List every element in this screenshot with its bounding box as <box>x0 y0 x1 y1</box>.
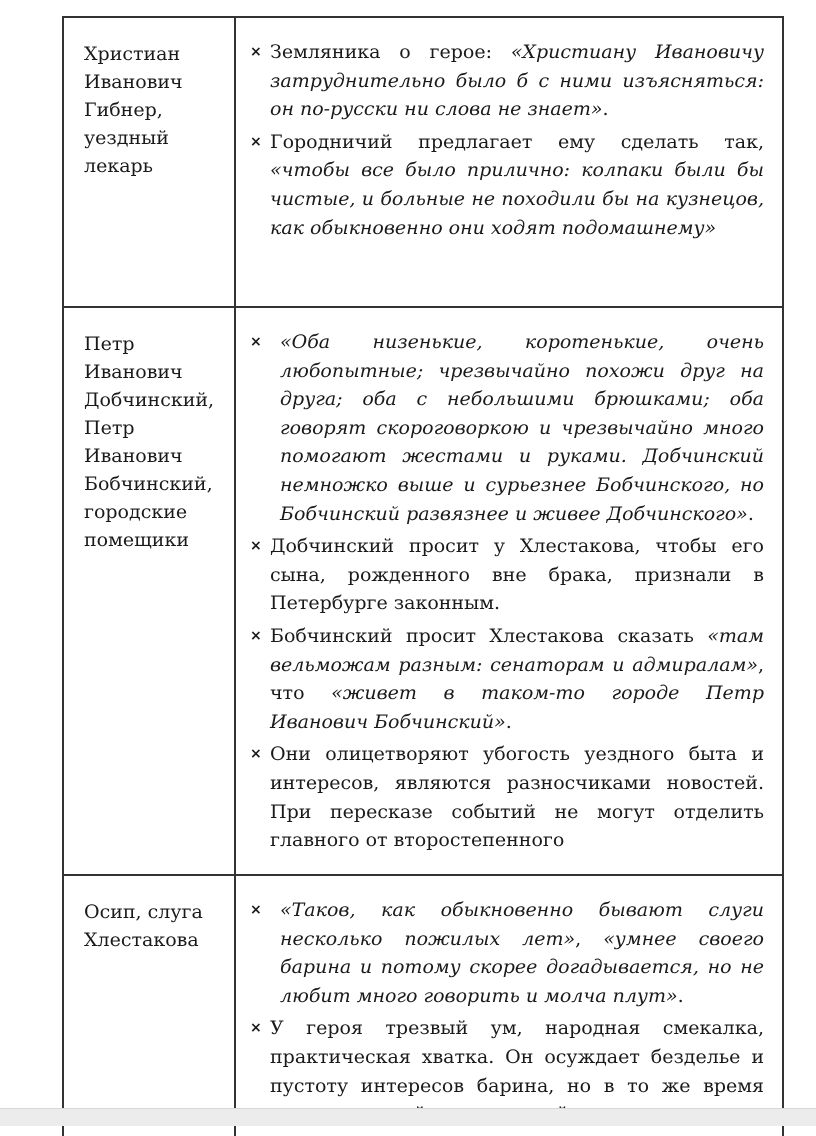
character-table <box>62 16 784 1136</box>
table-row <box>64 308 782 876</box>
cross-bullet-icon: × <box>250 538 262 555</box>
table-row <box>64 876 782 1136</box>
character-description <box>236 876 782 1136</box>
cross-bullet-icon: × <box>250 334 262 350</box>
cross-bullet-icon: × <box>250 746 262 763</box>
character-description <box>236 308 782 874</box>
cross-bullet-icon: × <box>250 133 262 150</box>
list-item: × Они олицетворяют убогость уездного быта и интересов, являются разносчиками новостей. При пересказе событий не могут отделить главного от второстепенного <box>250 740 764 854</box>
character-description <box>236 18 782 306</box>
list-item: × Земляника о герое: «Христиану Ивановичу затруднительно было б с ними изъясняться: он по-русски ни слова не знает». <box>250 38 764 124</box>
list-item: × Добчинский просит у Хлестакова, чтобы его сына, рожденного вне брака, признали в Петербурге законным. <box>250 532 764 618</box>
list-item: × «Таков, как обыкновенно бывают слуги несколько пожилых лет», «умнее своего барина и потому скорее догадывается, но не любит много говорить и молча плут». <box>250 896 764 1010</box>
cross-bullet-icon: × <box>250 902 262 918</box>
list-item: × Бобчинский просит Хлестакова сказать «там вельможам разным: сенаторам и адмиралам», что «живет в таком-то городе Петр Иванович Бобчинский». <box>250 622 764 736</box>
list-item: × У героя трезвый ум, народная смекалка, практическая хватка. Он осуждает безделье и пустоту интересов барина, но в то же время <box>250 1014 764 1128</box>
cross-bullet-icon: × <box>250 1020 262 1037</box>
character-name: Петр Иванович Добчинский, Петр Иванович Бобчинский, городские помещики <box>64 308 236 874</box>
window-bottom-edge <box>0 1108 816 1126</box>
character-name: Осип, слуга Хлестакова <box>64 876 236 1136</box>
cross-bullet-icon: × <box>250 44 262 60</box>
character-name: Христиан Иванович Гибнер, уездный лекарь <box>64 18 236 306</box>
list-item: × «Оба низенькие, коротенькие, очень любопытные; чрезвычайно похожи друг на друга; оба с небольшими брюшками; оба говорят скороговоркою и чрезвычайно много помогают жестами и руками. Добчинский немножко выше и сурьезнее Бобчинского, но Бобчинский развязнее и живее Добчинского». <box>250 328 764 528</box>
table-row <box>64 18 782 308</box>
cross-bullet-icon: × <box>250 627 262 644</box>
list-item: × Городничий предлагает ему сделать так, «чтобы все было прилично: колпаки были бы чистые, и больные не походили бы на кузнецов, как обыкновенно они ходят подомашнему» <box>250 128 764 242</box>
